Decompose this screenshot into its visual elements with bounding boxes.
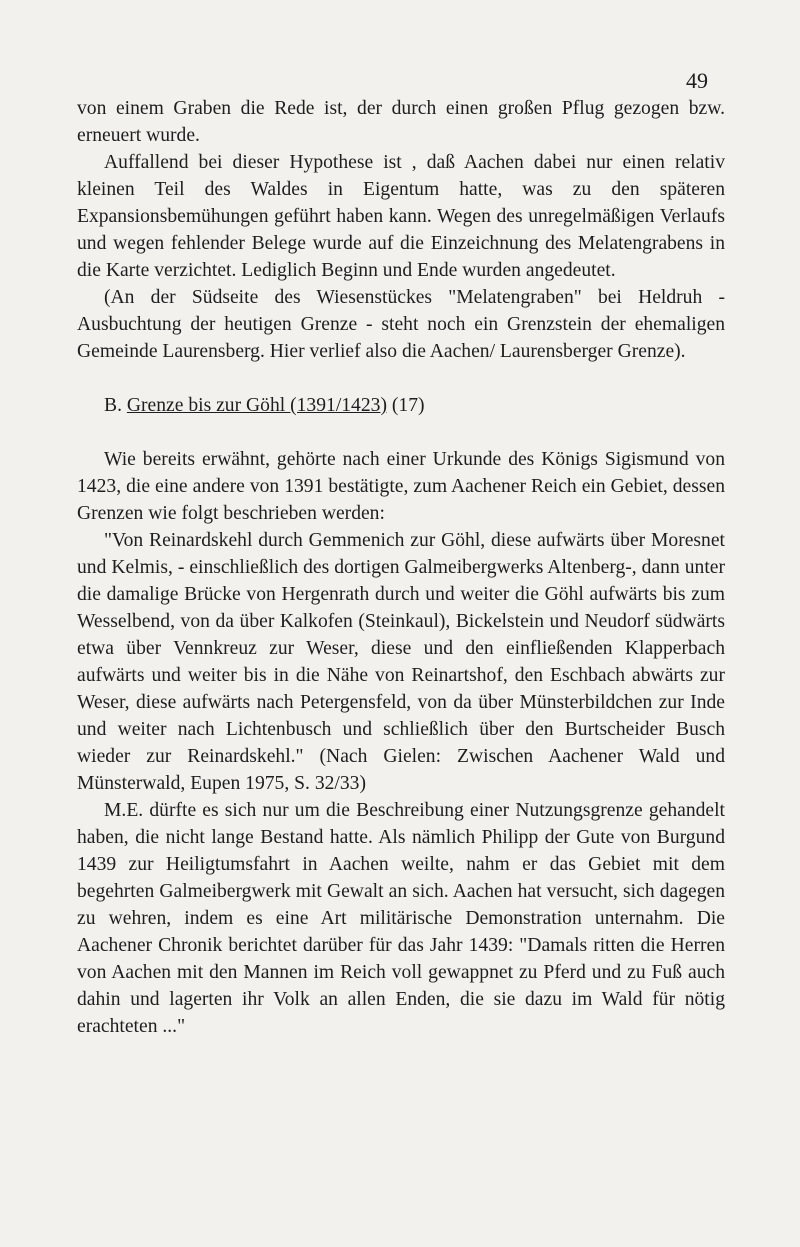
section-heading-reference: (17) [386, 395, 425, 416]
paragraph-4: Wie bereits erwähnt, gehörte nach einer Urkunde des Königs Sigismund von 1423, die eine andere von 1391 bestätigte, zum Aachener Reich ein Gebiet, dessen Grenzen wie folgt beschrieben werden: [77, 449, 725, 524]
paragraph-3: (An der Südseite des Wiesenstückes "Melatengraben" bei Heldruh - Ausbuchtung der heutigen Grenze - steht noch ein Grenzstein der ehemaligen Gemeinde Laurensberg. Hier verlief also die Aachen/ Laurensberger Grenze). [77, 287, 725, 362]
section-spacer-2 [77, 419, 725, 446]
section-heading-title: Grenze bis zur Göhl (1391/1423) [126, 395, 387, 416]
section-heading-prefix: B. [104, 395, 127, 416]
section-heading [77, 392, 725, 419]
paragraph-5-quote: "Von Reinardskehl durch Gemmenich zur Göhl, diese aufwärts über Moresnet und Kelmis, - einschließlich des dortigen Galmeibergwerks Altenberg-, dann unter die damalige Brücke von Hergenrath durch und weiter die Göhl aufwärts bis zum Wesselbend, von da über Kalkofen (Steinkaul), Bickelstein und Neudorf südwärts etwa über Vennkreuz zur Weser, diese und den einfließenden Klapperbach aufwärts und weiter bis in die Nähe von Reinartshof, den Eschbach abwärts zur Weser, diese aufwärts nach Petergensfeld, von da über Münsterbildchen zur Inde und weiter nach Lichtenbusch und schließlich über den Burtscheider Busch wieder zur Reinardskehl." (Nach Gielen: Zwischen Aachener Wald und Münsterwald, Eupen 1975, S. 32/33) [77, 530, 725, 794]
page-number: 49 [686, 68, 708, 93]
section-spacer [77, 365, 725, 392]
paragraph-1: von einem Graben die Rede ist, der durch einen großen Pflug gezogen bzw. erneuert wurde. [77, 98, 725, 146]
paragraph-2: Auffallend bei dieser Hypothese ist , daß Aachen dabei nur einen relativ kleinen Teil des Waldes in Eigentum hatte, was zu den späteren Expansionsbemühungen geführt haben kann. Wegen des unregelmäßigen Verlaufs und wegen fehlender Belege wurde auf die Einzeichnung des Melatengrabens in die Karte verzichtet. Lediglich Beginn und Ende wurden angedeutet. [77, 152, 725, 281]
paragraph-6: M.E. dürfte es sich nur um die Beschreibung einer Nutzungsgrenze gehandelt haben, die nicht lange Bestand hatte. Als nämlich Philipp der Gute von Burgund 1439 zur Heiligtumsfahrt in Aachen weilte, nahm er das Gebiet mit dem begehrten Galmeibergwerk mit Gewalt an sich. Aachen hat versucht, sich dagegen zu wehren, indem es eine Art militärische Demonstration unternahm. Die Aachener Chronik berichtet darüber für das Jahr 1439: "Damals ritten die Herren von Aachen mit den Mannen im Reich voll gewappnet zu Pferd und zu Fuß auch dahin und lagerten ihr Volk an allen Enden, die sie dazu im Wald für nötig erachteten ..." [77, 800, 725, 1037]
body-text [77, 95, 725, 1040]
